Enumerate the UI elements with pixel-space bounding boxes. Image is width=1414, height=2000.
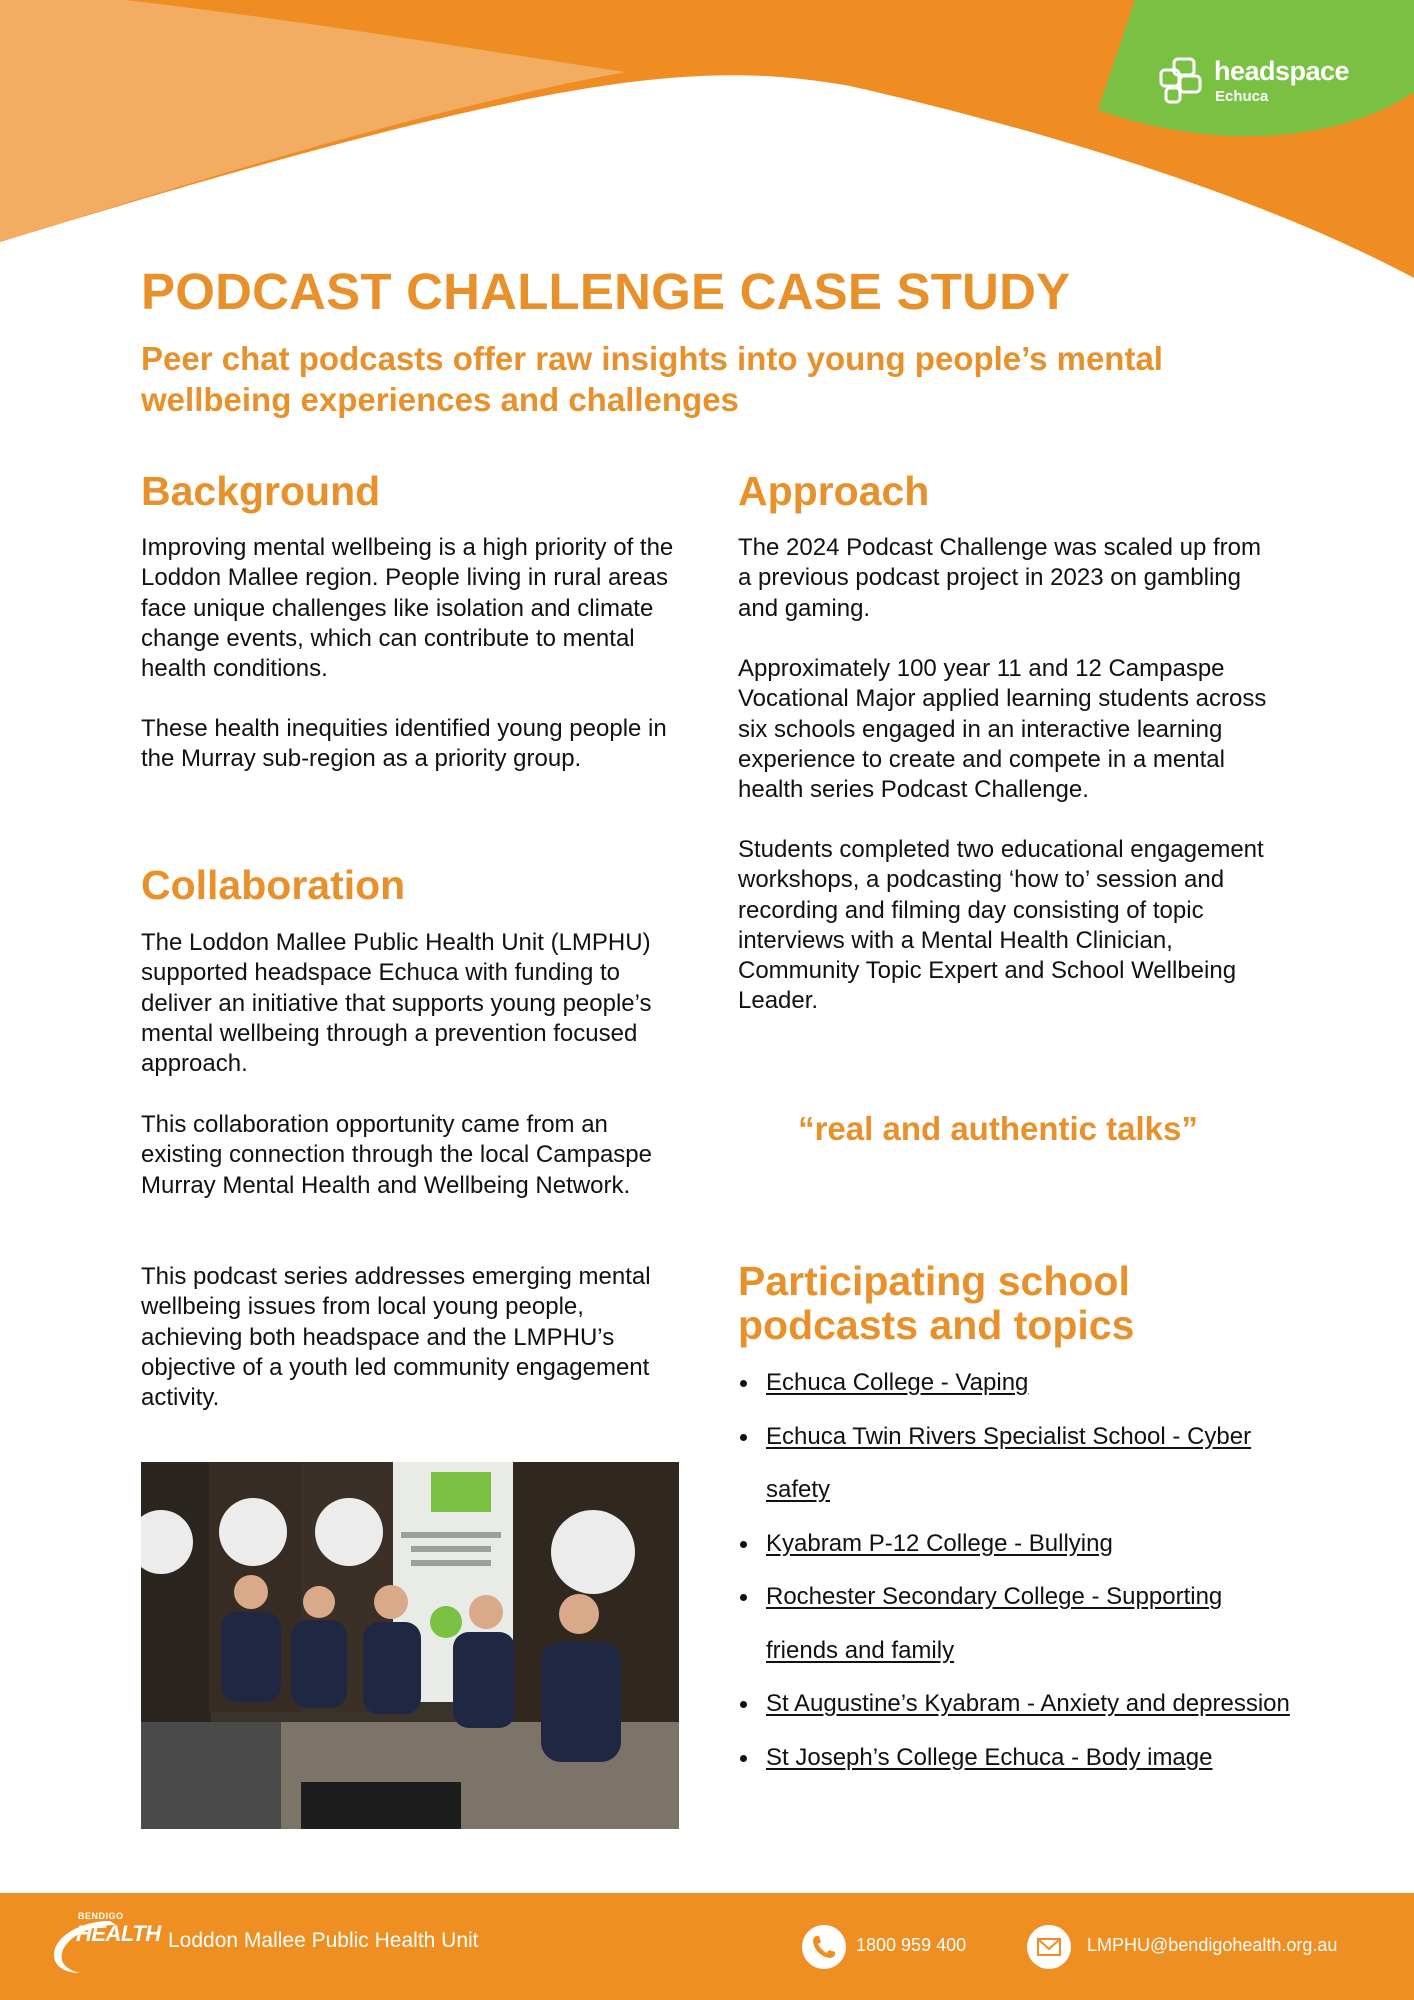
approach-paragraph: The 2024 Podcast Challenge was scaled up from a previous podcast project in 2023 on gambling and gaming. xyxy=(738,534,1261,622)
collaboration-heading: Collaboration xyxy=(141,862,406,908)
page-subtitle: Peer chat podcasts offer raw insights into young people’s mental wellbeing experiences and challenges xyxy=(141,340,1163,418)
school-podcast-link[interactable]: Echuca College - Vaping xyxy=(766,1369,1029,1396)
email-icon xyxy=(1027,1925,1071,1969)
collaboration-paragraph: This podcast series addresses emerging mental wellbeing issues from local young people, achieving both headspace and the LMPHU’s objective of a youth led community engagement activity. xyxy=(141,1263,651,1412)
background-heading: Background xyxy=(141,468,381,514)
phone-icon xyxy=(802,1925,846,1969)
brand-name: headspace xyxy=(1214,56,1350,86)
schools-heading: Participating school podcasts and topics xyxy=(738,1258,1135,1348)
school-podcast-link[interactable]: Kyabram P-12 College - Bullying xyxy=(766,1529,1113,1557)
approach-paragraph: Students completed two educational engagement workshops, a podcasting ‘how to’ session and recording and filming day consisting of topic interviews with a Mental Health Clinician, Community Topic Expert and School Wellbeing Leader. xyxy=(738,836,1264,1015)
bendigo-health-logo-word: HEALTH xyxy=(76,1921,161,1946)
school-podcast-link[interactable]: St Augustine’s Kyabram - Anxiety and depression xyxy=(766,1690,1290,1717)
bendigo-health-logo-top: BENDIGO xyxy=(78,1911,124,1921)
list-item xyxy=(738,1731,1298,1785)
footer-phone[interactable]: 1800 959 400 xyxy=(856,1935,967,1955)
headspace-logo xyxy=(1158,56,1348,110)
background-paragraph: Improving mental wellbeing is a high priority of the Loddon Mallee region. People living in rural areas face unique challenges like isolation and climate change events, which can contribute to mental health conditions. xyxy=(141,534,674,683)
pull-quote: “real and authentic talks” xyxy=(798,1110,1198,1147)
approach-paragraph: Approximately 100 year 11 and 12 Campaspe Vocational Major applied learning students across six schools engaged in an interactive learning experience to create and compete in a mental health series Podcast Challenge. xyxy=(738,655,1267,804)
students-podcast-photo xyxy=(141,1462,679,1829)
footer-unit-name: Loddon Mallee Public Health Unit xyxy=(168,1929,479,1952)
list-item xyxy=(738,1570,1298,1677)
school-podcast-link[interactable]: Rochester Secondary College - Supporting friends and family xyxy=(766,1583,1223,1664)
headspace-mark-icon xyxy=(1158,56,1206,106)
collaboration-paragraph: This collaboration opportunity came from an existing connection through the local Campaspe Murray Mental Health and Wellbeing Network. xyxy=(141,1111,652,1199)
footer-email[interactable]: LMPHU@bendigohealth.org.au xyxy=(1087,1935,1338,1955)
list-item xyxy=(738,1517,1298,1571)
footer xyxy=(0,1893,1414,2000)
header-banner xyxy=(0,0,1414,290)
list-item xyxy=(738,1410,1298,1517)
school-podcast-link[interactable]: Echuca Twin Rivers Specialist School - Cyber safety xyxy=(766,1422,1252,1503)
list-item xyxy=(738,1677,1298,1731)
background-paragraph: These health inequities identified young people in the Murray sub-region as a priority group. xyxy=(141,715,667,773)
brand-location: Echuca xyxy=(1215,88,1269,105)
collaboration-paragraph: The Loddon Mallee Public Health Unit (LMPHU) supported headspace Echuca with funding to deliver an initiative that supports young people’s mental wellbeing through a prevention focused approach. xyxy=(141,929,652,1078)
school-podcast-link[interactable]: St Joseph’s College Echuca - Body image xyxy=(766,1743,1213,1771)
page-title: PODCAST CHALLENGE CASE STUDY xyxy=(141,263,1071,320)
list-item xyxy=(738,1356,1298,1410)
school-list xyxy=(738,1356,1298,1784)
approach-heading: Approach xyxy=(738,468,930,514)
